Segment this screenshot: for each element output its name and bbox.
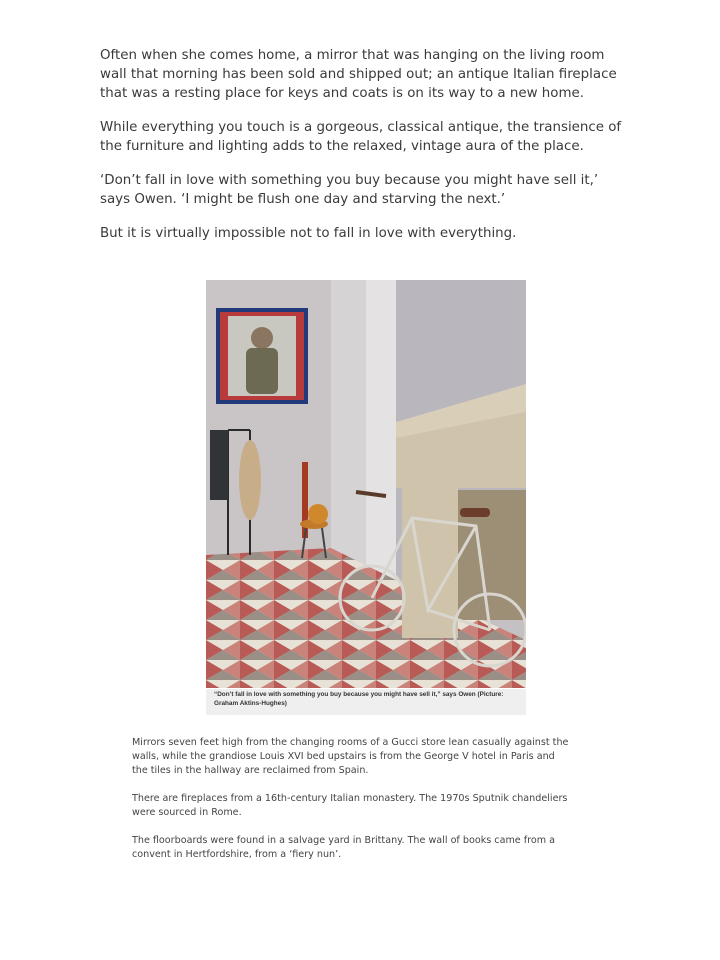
paragraph: The floorboards were found in a salvage yard in Brittany. The wall of books came from a convent in Hertfordshire, from a ‘fiery nun’. — [132, 835, 555, 860]
paragraph: Often when she comes home, a mirror that was hanging on the living room wall that morning has been sold and shipped out; an antique Italian fireplace that was a resting place for keys and coats is on its way to a new home. — [100, 48, 617, 101]
hallway-bicycle-illustration — [206, 280, 526, 688]
paragraph: ‘Don’t fall in love with something you buy because you might have sell it,’ says Owen. ‘I might be flush one day and starving the next.’ — [100, 173, 599, 207]
paragraph: Mirrors seven feet high from the changing rooms of a Gucci store lean casually against the walls, while the grandiose Louis XVI bed upstairs is from the George V hotel in Paris and the tiles in the hallway are reclaimed from Spain. — [132, 737, 569, 776]
paragraph: But it is virtually impossible not to fall in love with everything. — [100, 226, 517, 241]
article-photo — [206, 280, 526, 688]
article-intro — [100, 46, 630, 258]
paragraph: There are fireplaces from a 16th-century Italian monastery. The 1970s Sputnik chandeliers were sourced in Rome. — [132, 793, 568, 818]
article-body — [132, 736, 572, 876]
image-caption: “Don’t fall in love with something you buy because you might have sell it,” says Owen (Picture: Graham Aktins-Hughes) — [206, 689, 526, 715]
paragraph: While everything you touch is a gorgeous, classical antique, the transience of the furniture and lighting adds to the relaxed, vintage aura of the place. — [100, 120, 622, 154]
